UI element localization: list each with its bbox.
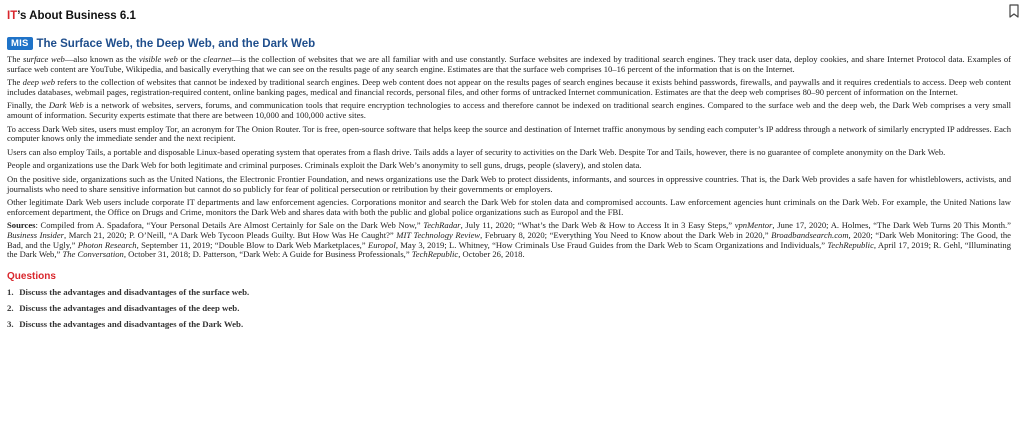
paragraph-purposes: People and organizations use the Dark Web for both legitimate and criminal purposes. Criminals exploit the Dark Web’s anonymity to sell guns, drugs, people (slavery), and stolen data. (7, 160, 642, 171)
sources: Sources: Compiled from A. Spadafora, “Your Personal Details Are Almost Certainly for Sale on the Dark Web Now,” TechRadar, July 11, 2020; “What’s the Dark Web & How to Access It in 3 Easy Steps,” vpnMentor, June 17, 2020; A. Holmes, “The Dark Web Turns 20 This Month.” Business Insider, March 21, 2020; P. O’Neill, “A Dark Web Tycoon Pleads Guilty. But How Was He Caught?” MIT Technology Review, February 8, 2020; “Everything You Need to Know about the Dark Web in 2020,” Broadbandsearch.com, 2020; “Dark Web Monitoring: The Good, the Bad, and the Ugly,” Photon Research, September 11, 2019; “Double Blow to Dark Web Marketplaces,” Europol, May 3, 2019; L. Whitney, “How Criminals Use Fraud Guides from the Dark Web to Scam Organizations and Individuals,” TechRepublic, April 17, 2019; R. Gehl, “Illuminating the Dark Web,” The Conversation, October 31, 2018; D. Patterson, “Dark Web: A Guide for Business Professionals,” TechRepublic, October 26, 2018. (7, 220, 1011, 260)
question-item: 1. Discuss the advantages and disadvantages of the surface web. (7, 286, 250, 297)
article (7, 10, 1011, 335)
section-heading-row (7, 37, 1011, 50)
mis-badge: MIS (7, 37, 33, 50)
questions-title: Questions (7, 270, 56, 282)
paragraph-surface-web: The surface web—also known as the visible web or the clearnet—is the collection of websites that we are all familiar with and use constantly. Surface websites are indexed by traditional search engines. They track user data, deploy cookies, and share Internet Protocol data. Examples of surface web content are YouTube, Wikipedia, and basically everything that we can see on the results page of any search engine. Estimates are that the surface web comprises 10–16 percent of the information that is on the Internet. (7, 54, 1011, 74)
paragraph-dark-web: Finally, the Dark Web is a network of websites, servers, forums, and communication tools that require encryption technologies to access and therefore cannot be indexed on traditional search engines. Compared to the surface web and the deep web, the Dark Web comprises a very small amount of information. Security experts estimate that there are between 10,000 and 100,000 active sites. (7, 100, 1011, 120)
paragraph-legitimate-users: Other legitimate Dark Web users include corporate IT departments and law enforcement agencies. Corporations monitor and search the Dark Web for stolen data and compromised accounts. Law enforcement agencies hunt criminals on the Dark Web. For example, the United Nations law enforcement department, the Office on Drugs and Crime, monitors the Dark Web and shares data with both the public and global police organizations such as Europol and the FBI. (7, 197, 1011, 217)
paragraph-positive-side: On the positive side, organizations such as the United Nations, the Electronic Frontier Foundation, and news organizations use the Dark Web to protect dissidents, informants, and sources in oppressive countries. That is, the Dark Web provides a safe haven for whistleblowers, activists, and journalists who need to share sensitive information but cannot do so publicly for fear of political persecution or retribution by their governments or employers. (7, 173, 1011, 194)
section-heading: The Surface Web, the Deep Web, and the Dark Web (36, 37, 316, 50)
box-title (7, 10, 1011, 22)
box-title-prefix: IT (7, 10, 18, 22)
paragraph-tor: To access Dark Web sites, users must employ Tor, an acronym for The Onion Router. Tor is free, open-source software that helps keep the source and destination of Internet traffic anonymous by sending each computer’s IP address through a network of similarly encrypted IP addresses. Each computer knows only the immediate sender and the next recipient. (7, 123, 1011, 144)
question-item: 3. Discuss the advantages and disadvantages of the Dark Web. (7, 318, 244, 329)
questions-list (7, 287, 1011, 329)
box-title-text: ’s About Business 6.1 (17, 10, 136, 22)
paragraph-deep-web: The deep web refers to the collection of websites that cannot be indexed by traditional search engines. Deep web content does not appear on the results pages of search engines because it exists behind passwords, firewalls, and paywalls and it requires credentials to access. Deep web content includes databases, webmail pages, registration-required content, online banking pages, medical and financial records, personal files, and other forms of untracked Internet communication. Estimates are that the deep web comprises 80–90 percent of information on the Internet. (7, 77, 1011, 97)
sources-label: Sources (7, 220, 36, 231)
paragraph-tails: Users can also employ Tails, a portable and disposable Linux-based operating system that operates from a flash drive. Tails adds a layer of security to activities on the Dark Web. Despite Tor and Tails, however, there is no guarantee of complete anonymity on the Dark Web. (7, 146, 946, 157)
question-item: 2. Discuss the advantages and disadvantages of the deep web. (7, 302, 240, 313)
